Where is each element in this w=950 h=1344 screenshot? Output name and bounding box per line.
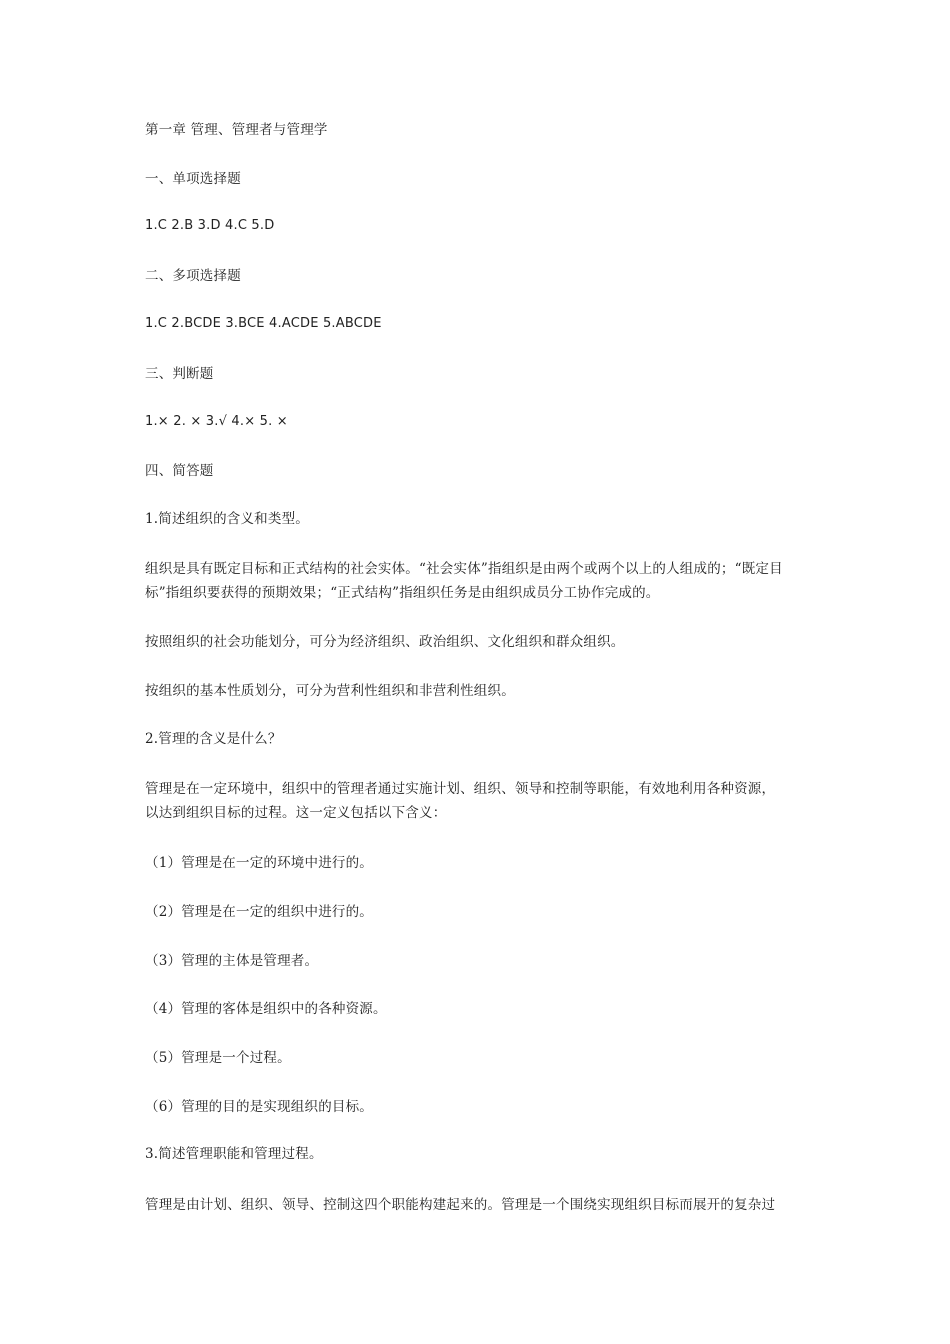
chapter-title: 第一章 管理、管理者与管理学 xyxy=(145,122,328,138)
q2-paragraph-1-line-2: 以达到组织目标的过程。这一定义包括以下含义： xyxy=(145,805,447,821)
q1-paragraph-1-line-1: 组织是具有既定目标和正式结构的社会实体。“社会实体”指组织是由两个或两个以上的人组成的；“既定目 xyxy=(145,561,783,577)
section-heading-single-choice: 一、单项选择题 xyxy=(145,171,241,187)
q1-paragraph-1-line-2: 标”指组织要获得的预期效果；“正式结构”指组织任务是由组织成员分工协作完成的。 xyxy=(145,585,660,601)
q2-point-3: （3）管理的主体是管理者。 xyxy=(145,953,319,969)
q2-point-2: （2）管理是在一定的组织中进行的。 xyxy=(145,904,373,920)
q1-paragraph-2: 按照组织的社会功能划分，可分为经济组织、政治组织、文化组织和群众组织。 xyxy=(145,634,625,650)
section-heading-multiple-choice: 二、多项选择题 xyxy=(145,268,241,284)
question-1: 1.简述组织的含义和类型。 xyxy=(145,511,309,527)
true-false-answers: 1.× 2. × 3.√ 4.× 5. × xyxy=(145,414,288,429)
section-heading-true-false: 三、判断题 xyxy=(145,366,214,382)
question-3: 3.简述管理职能和管理过程。 xyxy=(145,1146,323,1162)
single-choice-answers: 1.C 2.B 3.D 4.C 5.D xyxy=(145,218,275,233)
q2-paragraph-1-line-1: 管理是在一定环境中，组织中的管理者通过实施计划、组织、领导和控制等职能，有效地利用各种资源， xyxy=(145,781,776,797)
q2-point-6: （6）管理的目的是实现组织的目标。 xyxy=(145,1099,373,1115)
q2-point-4: （4）管理的客体是组织中的各种资源。 xyxy=(145,1001,387,1017)
q3-paragraph-1-line-1: 管理是由计划、组织、领导、控制这四个职能构建起来的。管理是一个围绕实现组织目标而展开的复杂过 xyxy=(145,1197,776,1213)
q2-point-5: （5）管理是一个过程。 xyxy=(145,1050,291,1066)
q1-paragraph-3: 按组织的基本性质划分，可分为营利性组织和非营利性组织。 xyxy=(145,683,515,699)
multiple-choice-answers: 1.C 2.BCDE 3.BCE 4.ACDE 5.ABCDE xyxy=(145,316,382,331)
question-2: 2.管理的含义是什么？ xyxy=(145,731,282,747)
section-heading-short-answer: 四、简答题 xyxy=(145,463,214,479)
q2-point-1: （1）管理是在一定的环境中进行的。 xyxy=(145,855,373,871)
